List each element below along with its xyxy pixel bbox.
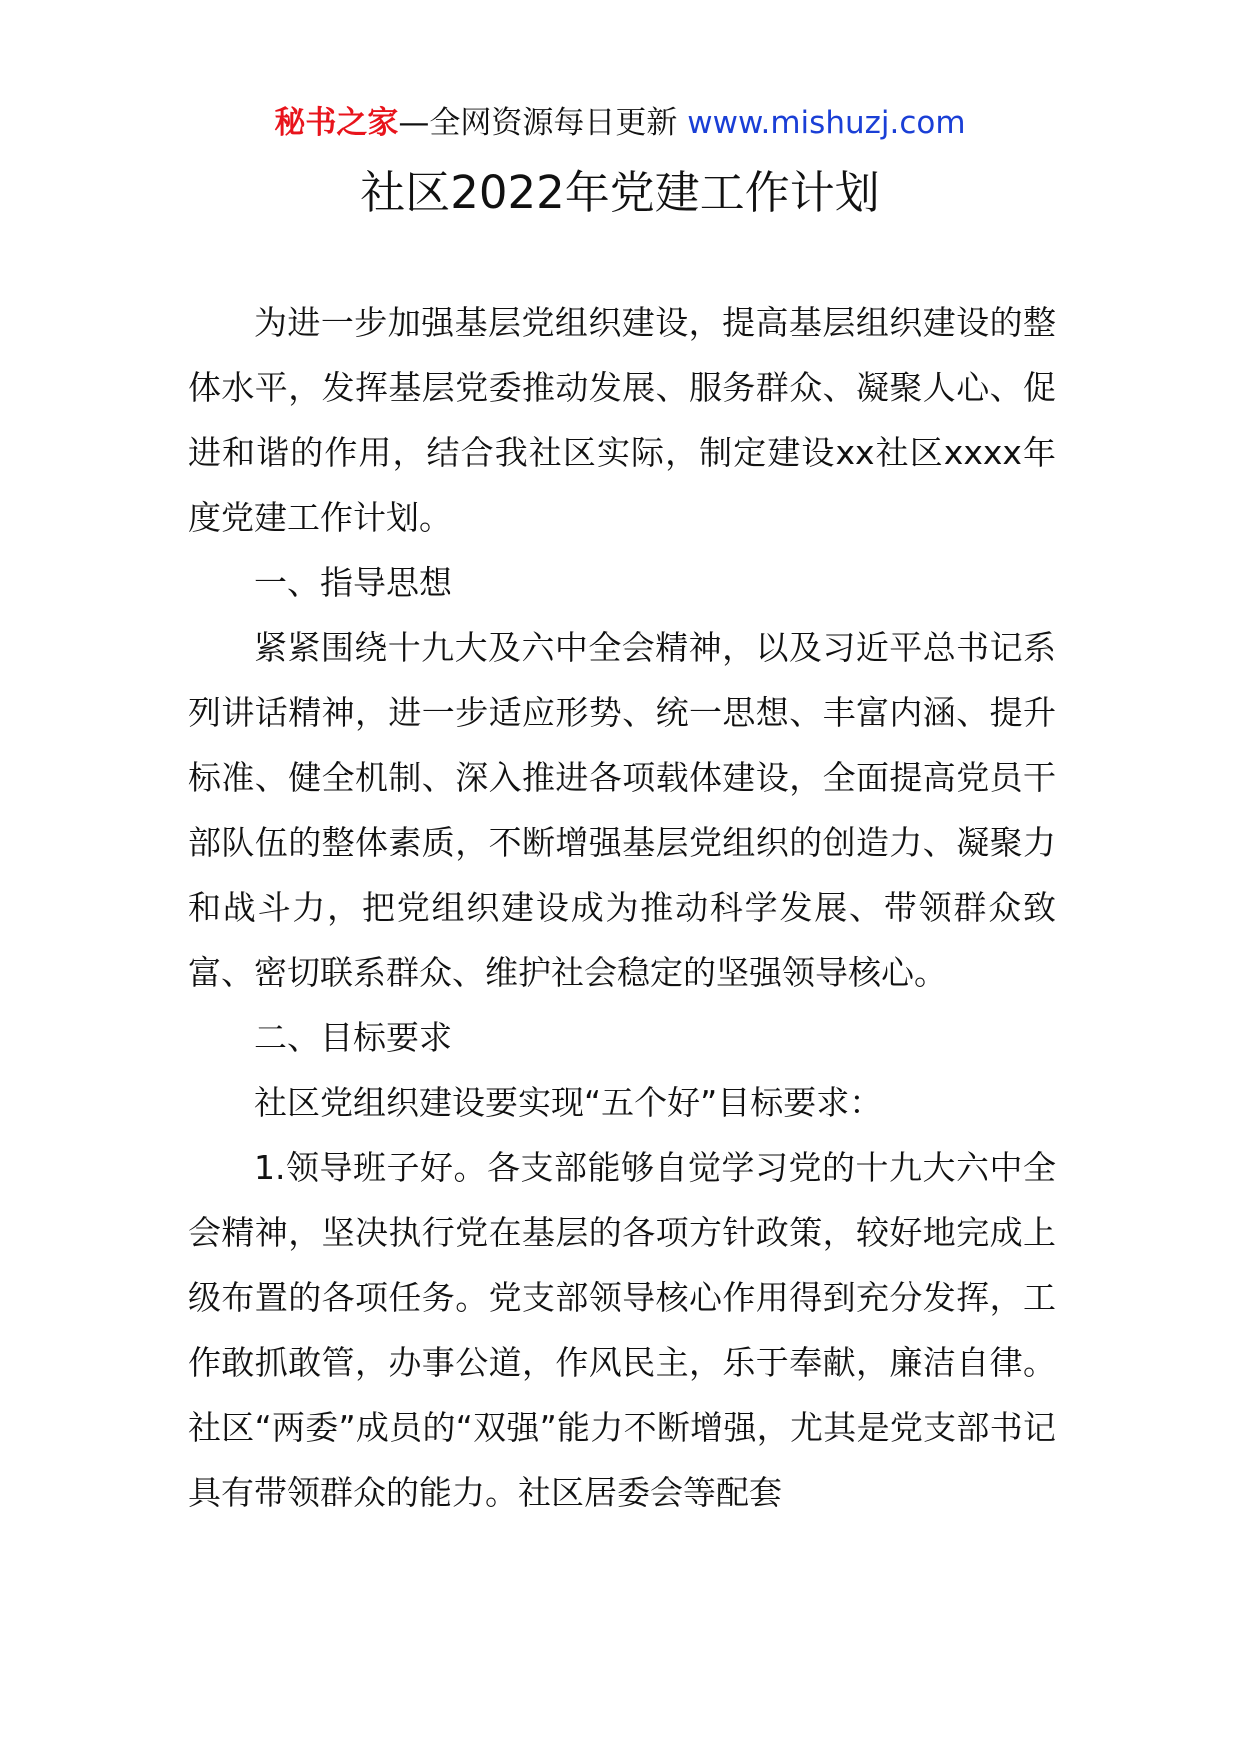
intro-paragraph: 为进一步加强基层党组织建设，提高基层组织建设的整体水平，发挥基层党委推动发展、服务群众、凝聚人心、促进和谐的作用，结合我社区实际，制定建设xx社区xxxx年度党建工作计划。 — [188, 303, 1056, 537]
section-heading-goals: 二、目标要求 — [254, 1018, 452, 1057]
header-tagline: —全网资源每日更新 — [398, 105, 678, 141]
document-title: 社区2022年党建工作计划 — [360, 166, 880, 219]
site-url-link[interactable]: www.mishuzj.com — [687, 105, 966, 141]
goals-intro-paragraph: 社区党组织建设要实现“五个好”目标要求： — [254, 1083, 883, 1122]
brand-name: 秘书之家 — [274, 105, 399, 141]
section-heading-guiding-ideology: 一、指导思想 — [254, 563, 452, 602]
guiding-ideology-paragraph: 紧紧围绕十九大及六中全会精神，以及习近平总书记系列讲话精神，进一步适应形势、统一思想、丰富内涵、提升标准、健全机制、深入推进各项载体建设，全面提高党员干部队伍的整体素质，不断增强基层党组织的创造力、凝聚力和战斗力，把党组织建设成为推动科学发展、带领群众致富、密切联系群众、维护社会稳定的坚强领导核心。 — [188, 628, 1056, 992]
document-body — [188, 290, 1056, 1525]
site-header — [0, 100, 1240, 146]
goal-item-1-paragraph: 1.领导班子好。各支部能够自觉学习党的十九大六中全会精神，坚决执行党在基层的各项方针政策，较好地完成上级布置的各项任务。党支部领导核心作用得到充分发挥，工作敢抓敢管，办事公道，作风民主，乐于奉献，廉洁自律。社区“两委”成员的“双强”能力不断增强，尤其是党支部书记具有带领群众的能力。社区居委会等配套 — [188, 1148, 1056, 1512]
